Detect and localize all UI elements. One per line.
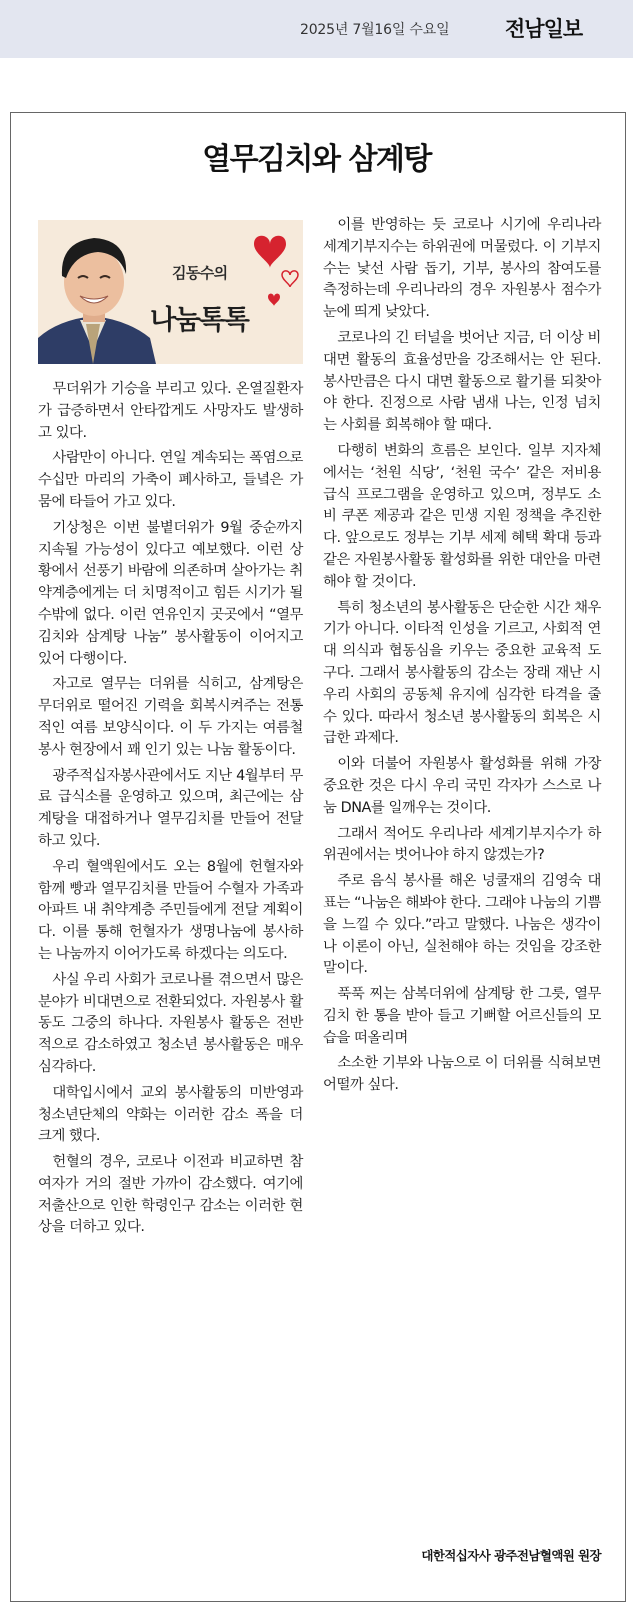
- paragraph: 코로나의 긴 터널을 벗어난 지금, 더 이상 비대면 활동의 효율성만을 강조해서는 안 된다. 봉사만큼은 다시 대면 활동으로 활기를 되찾아야 한다. 진정으로 사람 냄새 나는, 인정 넘치는 사회를 회복해야 할 때다.: [323, 329, 601, 434]
- publication-date: 2025년 7월16일 수요일: [300, 22, 450, 38]
- paragraph: 대학입시에서 교외 봉사활동의 미반영과 청소년단체의 약화는 이러한 감소 폭을 더 크게 했다.: [38, 1084, 303, 1145]
- newspaper-name: 전남일보: [505, 17, 583, 41]
- author-portrait-icon: [38, 220, 303, 364]
- paragraph: 자고로 열무는 더위를 식히고, 삼계탕은 무더위로 떨어진 기력을 회복시켜주는 전통적인 여름 보양식이다. 이 두 가지는 여름철 봉사 현장에서 꽤 인기 있는 나눔 활동이다.: [38, 676, 303, 758]
- article-headline: 열무김치와 삼계탕: [202, 142, 431, 177]
- paragraph: 이와 더불어 자원봉사 활성화를 위해 가장 중요한 것은 다시 우리 국민 각자가 스스로 나눔 DNA를 일깨우는 것이다.: [323, 756, 601, 816]
- column-banner: [38, 220, 303, 364]
- paragraph: 무더위가 기승을 부리고 있다. 온열질환자가 급증하면서 안타깝게도 사망자도 발생하고 있다.: [38, 381, 303, 441]
- paragraph: 특히 청소년의 봉사활동은 단순한 시간 채우기가 아니다. 이타적 인성을 기르고, 사회적 연대 의식과 협동심을 키우는 중요한 교육적 도구다. 그래서 봉사활동의 감소는 장래 재난 시 우리 사회의 공동체 유지에 심각한 타격을 줄 수 있다. 따라서 청소년 봉사활동의 회복은 시급한 과제다.: [323, 599, 601, 747]
- paragraph: 푹푹 찌는 삼복더위에 삼계탕 한 그릇, 열무김치 한 통을 받아 들고 기뻐할 어르신들의 모습을 떠올리며: [323, 986, 601, 1046]
- paragraph: 이를 반영하는 듯 코로나 시기에 우리나라 세계기부지수는 하위권에 머물렀다. 이 기부지수는 낯선 사람 돕기, 기부, 봉사의 참여도를 측정하는데 우리나라의 경우 자원봉사 점수가 눈에 띄게 낮았다.: [323, 217, 601, 321]
- paragraph: 헌혈의 경우, 코로나 이전과 비교하면 참여자가 거의 절반 가까이 감소했다. 여기에 저출산으로 인한 학령인구 감소는 이러한 현상을 더하고 있다.: [38, 1154, 303, 1236]
- heart-outline-icon: [282, 271, 298, 287]
- paragraph: 광주적십자봉사관에서도 지난 4월부터 무료 급식소를 운영하고 있으며, 최근에는 삼계탕을 대접하거나 열무김치를 만들어 전달하고 있다.: [38, 767, 303, 849]
- column-author-name: 김동수의: [172, 264, 228, 282]
- paragraph: 다행히 변화의 흐름은 보인다. 일부 지자체에서는 ‘천원 식당’, ‘천원 국수’ 같은 저비용 급식 프로그램을 운영하고 있으며, 정부도 소비 쿠폰 제공과 같은 민생 지원 정책을 추진한다. 앞으로도 정부는 기부 세제 혜택 확대 등과 같은 자원봉사활동 활성화를 위한 대안을 마련해야 할 것이다.: [323, 442, 601, 590]
- paragraph: 소소한 기부와 나눔으로 이 더위를 식혀보면 어떨까 싶다.: [323, 1055, 601, 1094]
- article-column-right: [323, 215, 601, 1101]
- paragraph: 사람만이 아니다. 연일 계속되는 폭염으로 수십만 마리의 가축이 폐사하고, 들녘은 가뭄에 타들어 가고 있다.: [38, 450, 303, 510]
- paragraph: 사실 우리 사회가 코로나를 겪으면서 많은 분야가 비대면으로 전환되었다. 자원봉사 활동도 그중의 하나다. 자원봉사 활동은 전반적으로 감소하였고 청소년 봉사활동은 매우 심각하다.: [38, 971, 303, 1075]
- masthead-bar: [0, 0, 633, 58]
- paragraph: 그래서 적어도 우리나라 세계기부지수가 하위권에서는 벗어나야 하지 않겠는가?: [323, 825, 601, 864]
- heart-icon: [254, 236, 286, 268]
- author-byline: 대한적십자사 광주전남혈액원 원장: [421, 1548, 601, 1563]
- paragraph: 기상청은 이번 불볕더위가 9월 중순까지 지속될 가능성이 있다고 예보했다. 이런 상황에서 선풍기 바람에 의존하며 살아가는 취약계층에게는 더 치명적이고 힘든 시기가 될 수밖에 없다. 이런 연유인지 곳곳에서 “열무김치와 삼계탕 나눔” 봉사활동이 이어지고 있어 다행이다.: [38, 519, 303, 667]
- small-heart-icon: [268, 294, 280, 306]
- paragraph: 우리 혈액원에서도 오는 8월에 헌혈자와 함께 빵과 열무김치를 만들어 수혈자 가족과 아파트 내 취약계층 주민들에게 전달 계획이다. 이를 통해 헌혈자가 생명나눔에 봉사하는 나눔까지 이어가도록 하겠다는 의도다.: [38, 858, 303, 962]
- article-column-left: [38, 379, 303, 1243]
- paragraph: 주로 음식 봉사를 해온 넝쿨재의 김영숙 대표는 “나눔은 해봐야 한다. 그래야 나눔의 기쁨을 느낄 수 있다.”라고 말했다. 나눔은 생각이나 이론이 아닌, 실천해야 하는 것임을 강조한 말이다.: [323, 873, 602, 977]
- column-title: 나눔톡톡: [150, 305, 249, 336]
